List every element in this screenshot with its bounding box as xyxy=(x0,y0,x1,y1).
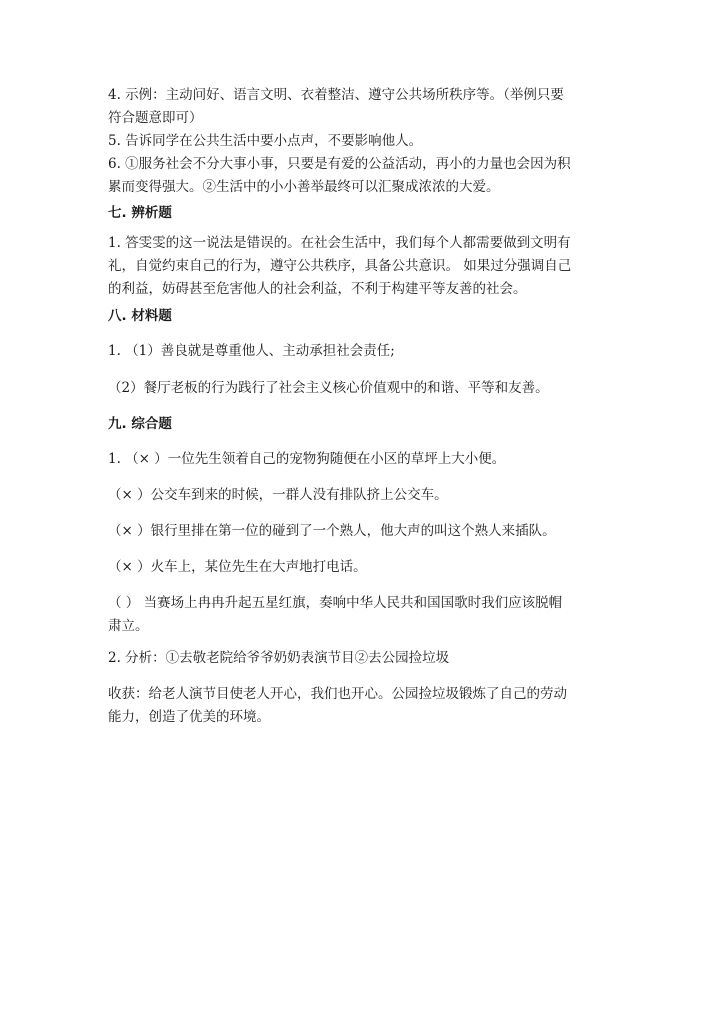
section-9-item-2: （× ）公交车到来的时候，一群人没有排队挤上公交车。 xyxy=(108,487,448,503)
section-8-answer-1-part-1: 1. （1）善良就是尊重他人、主动承担社会责任; xyxy=(108,343,395,359)
section-9-harvest xyxy=(108,683,567,729)
section-9-item-3: （× ）银行里排在第一位的碰到了一个熟人，他大声的叫这个熟人来插队。 xyxy=(108,523,556,539)
section-7-answer-1 xyxy=(108,232,571,301)
section-7-answer-1-line-2: 礼，自觉约束自己的行为，遵守公共秩序，具备公共意识。 如果过分强调自己 xyxy=(108,258,572,274)
section-9-item-5 xyxy=(108,592,562,638)
answer-6 xyxy=(108,153,571,199)
section-9-harvest-line-1: 收获：给老人演节目使老人开心，我们也开心。公园捡垃圾锻炼了自己的劳动 xyxy=(108,686,567,702)
section-9-answer-2: 2. 分析：①去敬老院给爷爷奶奶表演节目②去公园捡垃圾 xyxy=(108,650,450,666)
section-7-heading: 七. 辨析题 xyxy=(108,205,172,221)
section-8-answer-1-part-2: （2）餐厅老板的行为践行了社会主义核心价值观中的和谐、平等和友善。 xyxy=(108,380,549,396)
answer-6-line-1: 6. ①服务社会不分大事小事，只要是有爱的公益活动，再小的力量也会因为积 xyxy=(108,156,571,172)
section-9-item-1: 1. （× ）一位先生领着自己的宠物狗随便在小区的草坪上大小便。 xyxy=(108,451,506,467)
section-7-answer-1-line-1: 1. 答雯雯的这一说法是错误的。在社会生活中，我们每个人都需要做到文明有 xyxy=(108,235,571,251)
answer-4-line-2: 符合题意即可） xyxy=(108,110,203,126)
section-8-heading: 八. 材料题 xyxy=(108,308,172,324)
section-9-heading: 九. 综合题 xyxy=(108,416,172,432)
section-9-item-5-line-2: 肃立。 xyxy=(108,618,149,634)
section-9-item-5-line-1: （ ） 当赛场上冉冉升起五星红旗，奏响中华人民共和国国歌时我们应该脱帽 xyxy=(108,595,563,611)
answer-4 xyxy=(108,84,564,130)
section-9-harvest-line-2: 能力，创造了优美的环境。 xyxy=(108,709,270,725)
answer-6-line-2: 累而变得强大。②生活中的小小善举最终可以汇聚成浓浓的大爱。 xyxy=(108,179,500,195)
answer-5: 5. 告诉同学在公共生活中要小点声，不要影响他人。 xyxy=(108,133,423,149)
section-7-answer-1-line-3: 的利益，妨碍甚至危害他人的社会利益，不利于构建平等友善的社会。 xyxy=(108,281,527,297)
section-9-item-4: （× ）火车上，某位先生在大声地打电话。 xyxy=(108,559,367,575)
answer-4-line-1: 4. 示例：主动问好、语言文明、衣着整洁、遵守公共场所秩序等。（举例只要 xyxy=(108,87,564,103)
